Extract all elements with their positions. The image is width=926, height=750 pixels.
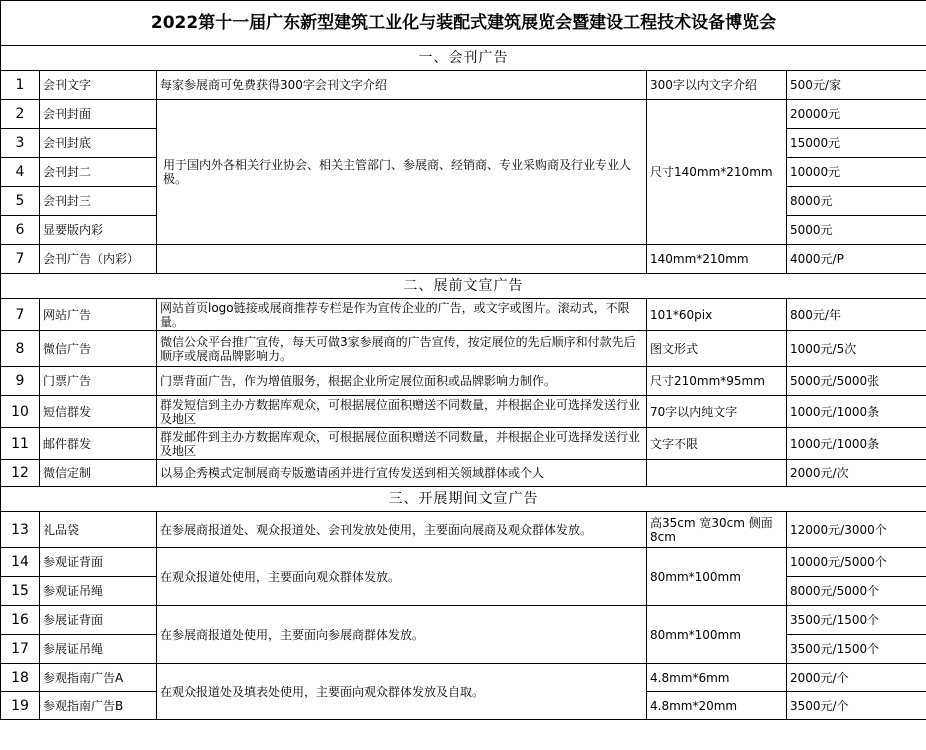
row-number: 6 [1, 216, 40, 245]
row-number: 9 [1, 367, 40, 396]
item-name: 参观指南广告B [40, 692, 157, 720]
row-number: 7 [1, 245, 40, 274]
table-row [1, 512, 926, 548]
item-price: 4000元/P [787, 245, 926, 274]
item-name: 参观指南广告A [40, 664, 157, 692]
item-price: 3500元/1500个 [787, 606, 926, 635]
item-description: 以易企秀模式定制展商专版邀请函并进行宣传发送到相关领域群体或个人 [157, 460, 647, 487]
row-number: 2 [1, 100, 40, 129]
item-name: 参展证吊绳 [40, 635, 157, 664]
item-description: 用于国内外各相关行业协会、相关主管部门、参展商、经销商、专业采购商及行业专业人极。 [157, 100, 647, 245]
row-number: 1 [1, 71, 40, 100]
table-row [1, 548, 926, 577]
item-spec: 尺寸210mm*95mm [647, 367, 787, 396]
item-price: 12000元/3000个 [787, 512, 926, 548]
item-spec: 高35cm 宽30cm 侧面8cm [647, 512, 787, 548]
row-number: 4 [1, 158, 40, 187]
item-price: 800元/年 [787, 299, 926, 331]
item-price: 10000元/5000个 [787, 548, 926, 577]
row-number: 12 [1, 460, 40, 487]
section-heading: 三、开展期间文宣广告 [1, 487, 926, 512]
item-price: 20000元 [787, 100, 926, 129]
item-spec: 80mm*100mm [647, 606, 787, 664]
row-number: 16 [1, 606, 40, 635]
item-spec: 140mm*210mm [647, 245, 787, 274]
item-name: 参观证背面 [40, 548, 157, 577]
item-price: 3500元/个 [787, 692, 926, 720]
table-row [1, 664, 926, 692]
row-number: 19 [1, 692, 40, 720]
item-name: 微信定制 [40, 460, 157, 487]
item-name: 邮件群发 [40, 428, 157, 460]
item-description: 在观众报道处使用，主要面向观众群体发放。 [157, 548, 647, 606]
item-price: 5000元 [787, 216, 926, 245]
item-description: 在参展商报道处、观众报道处、会刊发放处使用，主要面向展商及观众群体发放。 [157, 512, 647, 548]
row-number: 18 [1, 664, 40, 692]
item-name: 短信群发 [40, 396, 157, 428]
item-name: 门票广告 [40, 367, 157, 396]
row-number: 11 [1, 428, 40, 460]
item-spec: 图文形式 [647, 331, 787, 367]
item-description [157, 245, 647, 274]
item-spec: 300字以内文字介绍 [647, 71, 787, 100]
item-description: 群发短信到主办方数据库观众，可根据展位面积赠送不同数量，并根据企业可选择发送行业及地区 [157, 396, 647, 428]
item-spec: 101*60pix [647, 299, 787, 331]
table-row [1, 606, 926, 635]
item-name: 会刊封面 [40, 100, 157, 129]
item-price: 5000元/5000张 [787, 367, 926, 396]
item-name: 会刊文字 [40, 71, 157, 100]
item-name: 会刊广告（内彩） [40, 245, 157, 274]
item-spec: 70字以内纯文字 [647, 396, 787, 428]
item-name: 参观证吊绳 [40, 577, 157, 606]
item-description: 群发邮件到主办方数据库观众，可根据展位面积赠送不同数量，并根据企业可选择发送行业及地区 [157, 428, 647, 460]
item-price: 2000元/次 [787, 460, 926, 487]
item-name: 微信广告 [40, 331, 157, 367]
table-row [1, 331, 926, 367]
item-price: 1000元/5次 [787, 331, 926, 367]
item-description: 网站首页logo链接或展商推荐专栏是作为宣传企业的广告，或文字或图片。滚动式，不限量。 [157, 299, 647, 331]
item-price: 8000元 [787, 187, 926, 216]
item-spec: 80mm*100mm [647, 548, 787, 606]
row-number: 15 [1, 577, 40, 606]
item-price: 1000元/1000条 [787, 396, 926, 428]
item-name: 会刊封二 [40, 158, 157, 187]
row-number: 7 [1, 299, 40, 331]
row-number: 3 [1, 129, 40, 158]
item-price: 3500元/1500个 [787, 635, 926, 664]
item-name: 参展证背面 [40, 606, 157, 635]
table-row [1, 245, 926, 274]
item-spec: 尺寸140mm*210mm [647, 100, 787, 245]
item-name: 会刊封三 [40, 187, 157, 216]
row-number: 5 [1, 187, 40, 216]
table-row [1, 299, 926, 331]
table-row [1, 428, 926, 460]
table-row [1, 460, 926, 487]
item-price: 8000元/5000个 [787, 577, 926, 606]
item-spec: 文字不限 [647, 428, 787, 460]
item-description: 在观众报道处及填表处使用，主要面向观众群体发放及自取。 [157, 664, 647, 720]
item-spec [647, 460, 787, 487]
table-row [1, 100, 926, 129]
item-price: 500元/家 [787, 71, 926, 100]
item-description: 微信公众平台推广宣传，每天可做3家参展商的广告宣传，按定展位的先后顺序和付款先后顺序或展商品牌影响力。 [157, 331, 647, 367]
item-description: 每家参展商可免费获得300字会刊文字介绍 [157, 71, 647, 100]
item-name: 网站广告 [40, 299, 157, 331]
item-description: 门票背面广告，作为增值服务，根据企业所定展位面积或品牌影响力制作。 [157, 367, 647, 396]
page-title: 2022第十一届广东新型建筑工业化与装配式建筑展览会暨建设工程技术设备博览会 [1, 1, 926, 46]
item-description: 在参展商报道处使用，主要面向参展商群体发放。 [157, 606, 647, 664]
row-number: 8 [1, 331, 40, 367]
item-name: 显要版内彩 [40, 216, 157, 245]
table-row [1, 367, 926, 396]
row-number: 10 [1, 396, 40, 428]
row-number: 14 [1, 548, 40, 577]
item-name: 会刊封底 [40, 129, 157, 158]
item-name: 礼品袋 [40, 512, 157, 548]
row-number: 17 [1, 635, 40, 664]
item-price: 2000元/个 [787, 664, 926, 692]
table-row [1, 396, 926, 428]
section-heading: 二、展前文宣广告 [1, 274, 926, 299]
item-spec: 4.8mm*20mm [647, 692, 787, 720]
row-number: 13 [1, 512, 40, 548]
table-row [1, 71, 926, 100]
item-spec: 4.8mm*6mm [647, 664, 787, 692]
item-price: 15000元 [787, 129, 926, 158]
item-price: 1000元/1000条 [787, 428, 926, 460]
item-price: 10000元 [787, 158, 926, 187]
section-heading: 一、会刊广告 [1, 46, 926, 71]
